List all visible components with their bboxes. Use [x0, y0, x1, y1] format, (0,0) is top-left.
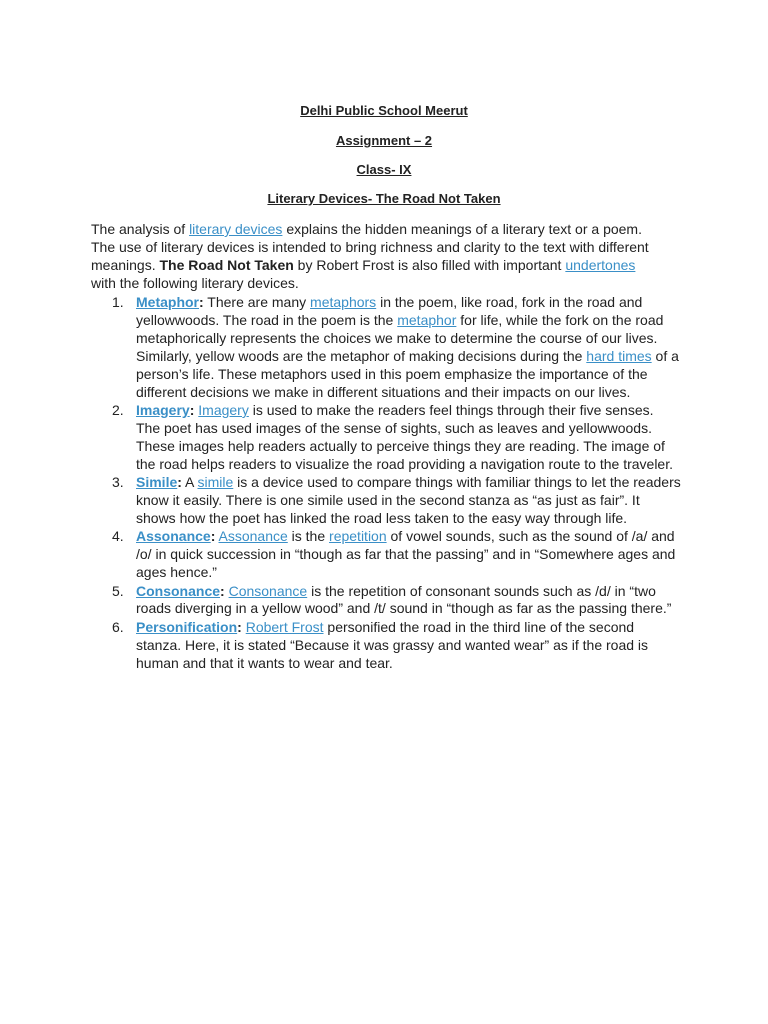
item-text: of vowel sounds, such as the sound of /a/ and /o/ in quick succession in “though as far that the passing” and in “Somewhere ages and ages hence.” — [136, 528, 676, 581]
school-name: Delhi Public School Meerut — [300, 103, 468, 118]
term-colon: : — [199, 294, 204, 310]
literary-devices-list — [91, 294, 681, 673]
item-text: is used to make the readers feel things through their five senses. The poet has used images of the sense of sights, such as leaves and yellowwoods. These images help readers actually to perceive things they are reading. The image of the road helps readers to visualize the road providing a navigation route to the traveler. — [136, 401, 673, 472]
intro-text: by Robert Frost is also filled with important — [293, 257, 566, 273]
intro-text: explains the hidden meanings of a literary text or a poem. The use of literary devices is intended to bring richness and clarity to the text with different meanings. — [91, 221, 649, 273]
term-colon: : — [177, 474, 182, 491]
link-metaphor[interactable]: metaphor — [397, 311, 457, 328]
term-link-consonance[interactable]: Consonance — [136, 582, 221, 599]
poem-title-bold: The Road Not Taken — [159, 257, 294, 273]
term-colon: : — [237, 618, 242, 635]
item-text: is a device used to compare things with familiar things to let the readers know it easily. There is one simile used in the second stanza as “as just as fair”. It shows how the poet has linked the road less taken to the easy way through life. — [136, 474, 681, 526]
item-number: 3. — [112, 474, 124, 491]
link-undertones[interactable]: undertones — [565, 257, 636, 273]
link-assonance[interactable]: Assonance — [218, 528, 288, 545]
topic-title: Literary Devices- The Road Not Taken — [267, 191, 501, 206]
intro-text: The analysis of — [91, 221, 190, 237]
item-text: A — [181, 474, 198, 491]
term-link-simile[interactable]: Simile — [136, 474, 178, 491]
item-text: is the repetition of consonant sounds such as /d/ in “two roads diverging in a yellow wood” and /t/ sound in “though as far as the passing there.” — [136, 582, 672, 617]
link-imagery[interactable]: Imagery — [198, 401, 249, 418]
item-text: of a person’s life. These metaphors used in this poem emphasize the importance of the different decisions we make in different situations and their impacts on our lives. — [136, 347, 679, 400]
item-number: 2. — [112, 401, 124, 418]
term-colon: : — [189, 401, 195, 418]
term-colon: : — [210, 528, 216, 545]
list-item-assonance — [91, 528, 681, 582]
link-hard-times[interactable]: hard times — [586, 347, 652, 364]
link-consonance[interactable]: Consonance — [228, 582, 308, 599]
list-item-personification — [91, 619, 681, 673]
intro-text: with the following literary devices. — [91, 275, 299, 291]
item-text: personified the road in the third line of the second stanza. Here, it is stated “Because it was grassy and wanted wear” as if the road is human and that it wants to wear and tear. — [136, 618, 649, 671]
list-item-metaphor — [91, 294, 681, 401]
item-number: 6. — [112, 618, 124, 635]
item-number: 5. — [112, 582, 124, 599]
intro-paragraph — [91, 220, 661, 292]
item-number: 1. — [112, 294, 124, 310]
item-text: in the poem, like road, fork in the road and yellowwoods. The road in the poem is the — [136, 294, 643, 328]
list-item-imagery — [91, 402, 681, 474]
term-colon: : — [220, 582, 225, 599]
list-item-consonance — [91, 583, 681, 619]
link-literary-devices[interactable]: literary devices — [189, 221, 283, 237]
term-link-personification[interactable]: Personification — [136, 618, 238, 635]
link-repetition[interactable]: repetition — [329, 528, 387, 545]
item-text: for life, while the fork on the road metaphorically represents the choices we make to determine the course of our lives. Similarly, yellow woods are the metaphor of making decisions during the — [136, 311, 664, 364]
term-link-assonance[interactable]: Assonance — [136, 528, 211, 545]
list-item-simile — [91, 474, 681, 528]
item-text: is the — [287, 528, 330, 545]
term-link-imagery[interactable]: Imagery — [136, 401, 190, 418]
link-robert-frost[interactable]: Robert Frost — [245, 618, 324, 635]
link-simile[interactable]: simile — [197, 474, 234, 491]
item-text: There are many — [203, 294, 311, 310]
term-link-metaphor[interactable]: Metaphor — [136, 294, 199, 310]
assignment-title: Assignment – 2 — [335, 133, 433, 148]
item-number: 4. — [112, 528, 124, 545]
link-metaphors[interactable]: metaphors — [310, 294, 377, 310]
class-label: Class- IX — [356, 162, 412, 177]
